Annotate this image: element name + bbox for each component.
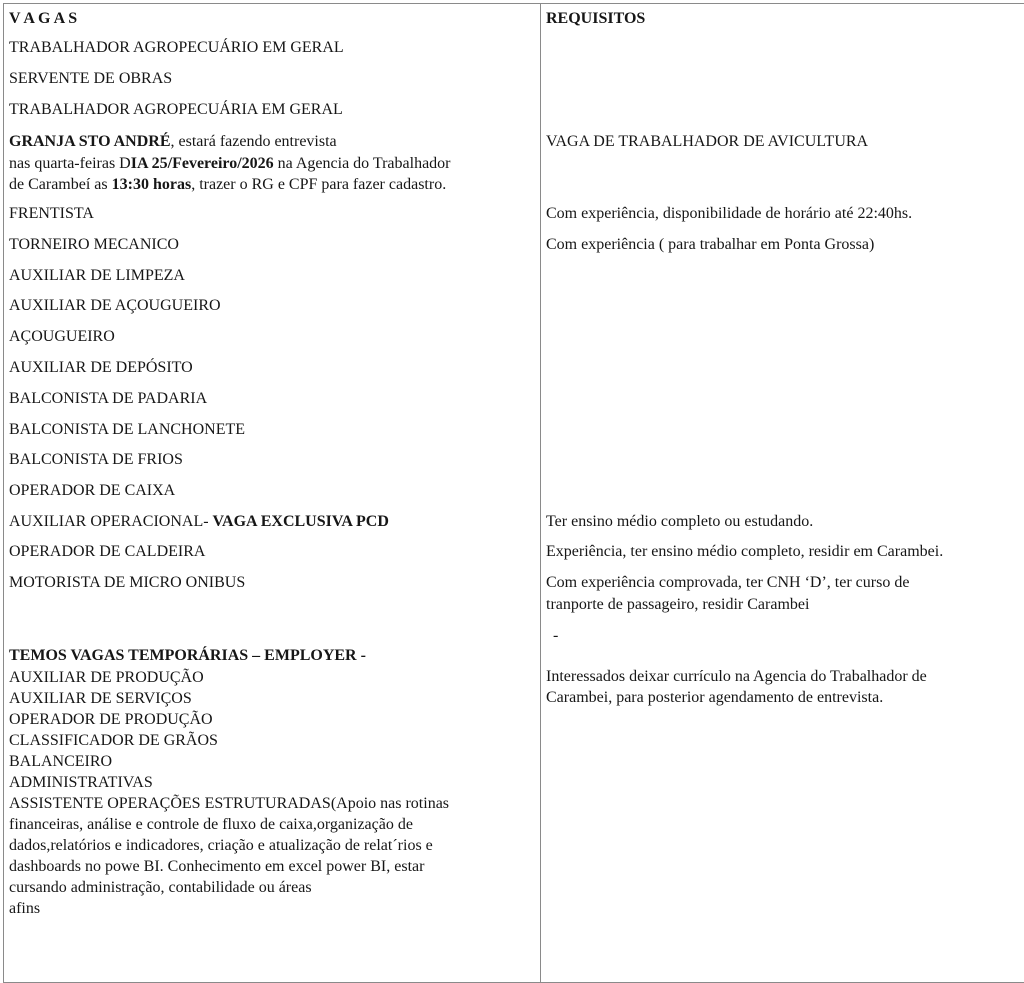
- requirement-text: Com experiência ( para trabalhar em Ponta Grossa): [546, 236, 875, 253]
- granja-text: , trazer o RG e CPF para fazer cadastro.: [191, 176, 447, 193]
- requirement-text: Carambei, para posterior agendamento de entrevista.: [546, 689, 884, 706]
- job-row: MOTORISTA DE MICRO ONIBUS: [9, 574, 246, 591]
- job-row: TORNEIRO MECANICO: [9, 236, 179, 253]
- granja-text: nas quarta-feiras D: [9, 155, 131, 172]
- job-row: AUXILIAR DE AÇOUGUEIRO: [9, 297, 221, 314]
- description-line: financeiras, análise e controle de fluxo de caixa,organização de: [9, 816, 413, 833]
- granja-time: 13:30 horas: [111, 176, 192, 193]
- description-line: dados,relatórios e indicadores, criação e atualização de relat´rios e: [9, 837, 433, 854]
- requirement-text: Com experiência comprovada, ter CNH ‘D’, ter curso de: [546, 574, 910, 591]
- temp-heading: TEMOS VAGAS TEMPORÁRIAS – EMPLOYER -: [9, 647, 366, 664]
- granja-line-3: [9, 175, 446, 195]
- description-line: dashboards no powe BI. Conhecimento em excel power BI, estar: [9, 858, 425, 875]
- header-vagas: V A G A S: [9, 10, 78, 27]
- granja-text: , estará fazendo entrevista: [170, 133, 337, 150]
- job-row: AÇOUGUEIRO: [9, 328, 115, 345]
- list-item: ASSISTENTE OPERAÇÕES ESTRUTURADAS(Apoio nas rotinas: [9, 795, 450, 812]
- requirement-text: VAGA DE TRABALHADOR DE AVICULTURA: [546, 133, 869, 150]
- list-item: CLASSIFICADOR DE GRÃOS: [9, 732, 218, 749]
- job-row: AUXILIAR DE LIMPEZA: [9, 267, 185, 284]
- requirement-text: Experiência, ter ensino médio completo, residir em Carambei.: [546, 543, 944, 560]
- requirement-text: Com experiência, disponibilidade de horário até 22:40hs.: [546, 205, 913, 222]
- granja-text: na Agencia do Trabalhador: [273, 155, 451, 172]
- column-divider: [540, 3, 541, 983]
- header-requisitos: REQUISITOS: [546, 10, 646, 27]
- requirement-text: tranporte de passageiro, residir Carambei: [546, 596, 810, 613]
- list-item: ADMINISTRATIVAS: [9, 774, 153, 791]
- job-row: BALCONISTA DE LANCHONETE: [9, 421, 246, 438]
- job-row: TRABALHADOR AGROPECUÁRIO EM GERAL: [9, 39, 344, 56]
- job-row: AUXILIAR DE DEPÓSITO: [9, 359, 193, 376]
- job-row: TRABALHADOR AGROPECUÁRIA EM GERAL: [9, 101, 343, 118]
- pcd-badge: VAGA EXCLUSIVA PCD: [212, 513, 389, 530]
- job-row: OPERADOR DE CAIXA: [9, 482, 176, 499]
- job-row: OPERADOR DE CALDEIRA: [9, 543, 206, 560]
- list-item: AUXILIAR DE SERVIÇOS: [9, 690, 192, 707]
- granja-line-2: [9, 154, 451, 174]
- job-title: AUXILIAR OPERACIONAL-: [9, 513, 213, 530]
- description-line: cursando administração, contabilidade ou áreas: [9, 879, 312, 896]
- granja-date: IA 25/Fevereiro/2026: [130, 155, 274, 172]
- job-row: [9, 512, 389, 532]
- granja-name: GRANJA STO ANDRÉ: [9, 133, 171, 150]
- job-row: BALCONISTA DE PADARIA: [9, 390, 208, 407]
- list-item: AUXILIAR DE PRODUÇÃO: [9, 669, 204, 686]
- granja-text: de Carambeí as: [9, 176, 112, 193]
- job-row: SERVENTE DE OBRAS: [9, 70, 173, 87]
- requirement-text: Ter ensino médio completo ou estudando.: [546, 513, 814, 530]
- granja-line-1: [9, 132, 337, 152]
- requirement-text: Interessados deixar currículo na Agencia do Trabalhador de: [546, 668, 927, 685]
- list-item: BALANCEIRO: [9, 753, 113, 770]
- job-row: FRENTISTA: [9, 205, 94, 222]
- description-line: afins: [9, 900, 41, 917]
- requirement-dash: -: [553, 627, 559, 644]
- temp-list: [9, 667, 449, 919]
- list-item: OPERADOR DE PRODUÇÃO: [9, 711, 213, 728]
- job-row: BALCONISTA DE FRIOS: [9, 451, 183, 468]
